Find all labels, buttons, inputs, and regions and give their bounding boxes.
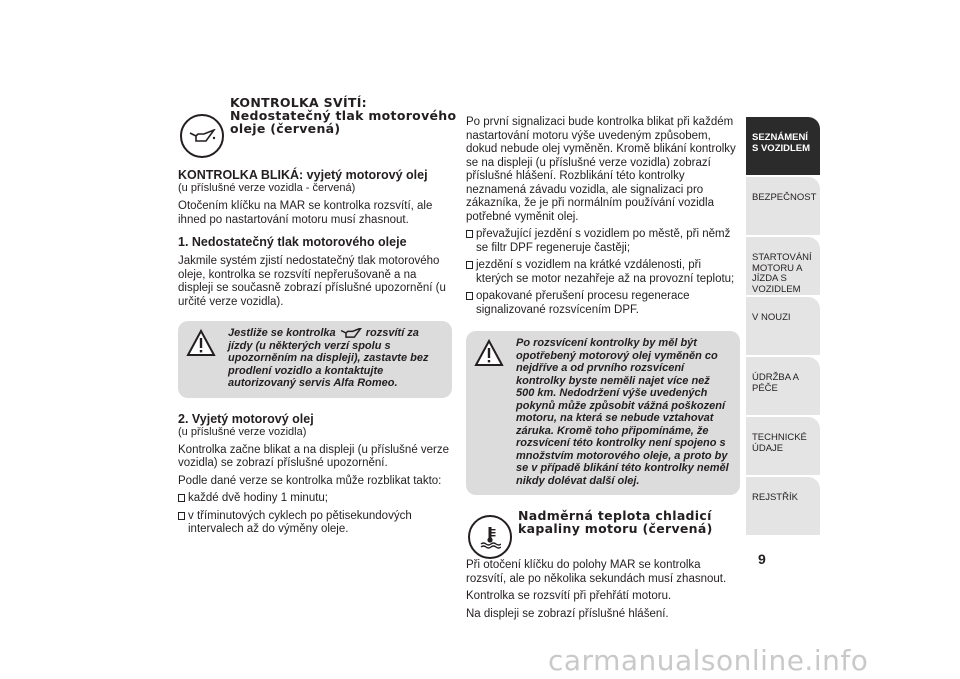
note-text-start: Jestliže se kontrolka xyxy=(228,327,336,339)
note-text-end: rozsvítí za jízdy (u některých verzí spolu s upozorněním na displeji), zastavte bez prodlení vozidlo a kontaktujte autorizovaný servis Alfa Romeo. xyxy=(228,327,429,389)
oil-can-icon xyxy=(339,328,363,338)
paragraph: Při otočení klíčku do polohy MAR se kontrolka rozsvítí, ale po několika sekundách musí zhasnout. xyxy=(466,559,727,585)
coolant-temperature-icon xyxy=(468,515,512,559)
list-item: v tříminutových cyklech po pětisekundových intervalech až do výměny oleje. xyxy=(178,510,452,537)
warning-note xyxy=(466,331,740,495)
oil-can-icon xyxy=(180,114,224,158)
tab-startovani-motoru[interactable]: STARTOVÁNÍ MOTORU A JÍZDA S VOZIDLEM xyxy=(746,237,820,297)
warning-note xyxy=(178,321,452,398)
checkbox-bullet-icon xyxy=(466,292,473,300)
note-text: Po rozsvícení kontrolky by měl být opotřebený motorový olej vyměněn co nejdříve a od prvního rozsvícení kontrolky byste neměli najet více než 500 km. Nedodržení výše uvedených pokynů může způsobit vážná poškození motoru, na která se nebude vztahovat záruka. Kromě toho připomínáme, že rozsvícení této kontrolky není spojeno s množstvím motorového oleje, a proto by se v případě blikání této kontrolky neměl nikdy dolévat další olej. xyxy=(516,337,729,487)
tab-technicke-udaje[interactable]: TECHNICKÉ ÚDAJE xyxy=(746,417,820,477)
blink-subheading: (u příslušné verze vozidla - červená) xyxy=(178,182,356,194)
tab-seznameni-s-vozidlem[interactable]: SEZNÁMENÍ S VOZIDLEM xyxy=(746,117,820,177)
paragraph: Na displeji se zobrazí příslušné hlášení. xyxy=(466,607,669,620)
warning-triangle-icon xyxy=(474,339,504,367)
watermark: carmanualsonline.info xyxy=(548,644,869,677)
coolant-warning-title: Nadměrná teplota chladicí kapaliny motoru (červená) xyxy=(518,508,713,536)
chapter-tabs xyxy=(746,117,820,537)
blink-heading: KONTROLKA BLIKÁ: vyjetý motorový olej xyxy=(178,168,428,182)
oil-warning-title: KONTROLKA SVÍTÍ: Nedostatečný tlak motorového oleje (červená) xyxy=(230,95,457,136)
list-item: každé dvě hodiny 1 minutu; xyxy=(178,492,452,506)
tab-v-nouzi[interactable]: V NOUZI xyxy=(746,297,820,357)
checkbox-bullet-icon xyxy=(178,494,185,502)
list-item: jezdění s vozidlem na krátké vzdálenosti, při kterých se motor nezahřeje až na provozní teplotu; xyxy=(466,259,740,286)
bullet-list xyxy=(466,228,740,317)
paragraph: Kontrolka začne blikat a na displeji (u příslušné verze vozidla) se zobrazí příslušné upozornění. xyxy=(178,443,450,469)
tab-rejstrik[interactable]: REJSTŘÍK xyxy=(746,477,820,537)
list-item: opakované přerušení procesu regenerace signalizované rozsvícením DPF. xyxy=(466,290,740,317)
section-subheading: (u příslušné verze vozidla) xyxy=(178,425,307,438)
paragraph: Kontrolka se rozsvítí při přehřátí motoru. xyxy=(466,590,672,602)
checkbox-bullet-icon xyxy=(466,261,473,269)
paragraph: Jakmile systém zjistí nedostatečný tlak motorového oleje, kontrolka se rozsvítí nepřerušovaně a na displeji se současně zobrazí příslušné upozornění (u určité verze vozidla). xyxy=(178,255,446,308)
checkbox-bullet-icon xyxy=(466,230,473,238)
tab-bezpecnost[interactable]: BEZPEČNOST xyxy=(746,177,820,237)
paragraph: Podle dané verze se kontrolka může rozblikat takto: xyxy=(178,474,442,487)
coolant-header xyxy=(466,509,740,559)
left-column xyxy=(178,95,457,541)
bullet-list xyxy=(178,492,452,537)
paragraph: Otočením klíčku na MAR se kontrolka rozsvítí, ale ihned po nastartování motoru musí zhasnout. xyxy=(178,200,433,226)
section-heading: 2. Vyjetý motorový olej xyxy=(178,411,314,426)
tab-udrzba-a-pece[interactable]: ÚDRŽBA A PÉČE xyxy=(746,357,820,417)
page-number: 9 xyxy=(758,551,766,567)
right-column xyxy=(466,116,740,625)
warning-triangle-icon xyxy=(186,329,216,357)
paragraph: Po první signalizaci bude kontrolka blikat při každém nastartování motoru výše uvedeným způsobem, dokud nebude olej vyměněn. Kromě blikání kontrolky se na displeji (u příslušné verze vozidla) zobrazí příslušné hlášení. Rozblikání této kontrolky neznamená závadu vozidla, ale signalizaci pro zákazníka, že je při normálním používání vozidla potřebné vyměnit olej. xyxy=(466,116,736,223)
checkbox-bullet-icon xyxy=(178,512,185,520)
list-item: převažující jezdění s vozidlem po městě, při němž se filtr DPF regeneruje častěji; xyxy=(466,228,740,255)
oil-pressure-header xyxy=(178,95,457,168)
section-heading: 1. Nedostatečný tlak motorového oleje xyxy=(178,235,407,249)
